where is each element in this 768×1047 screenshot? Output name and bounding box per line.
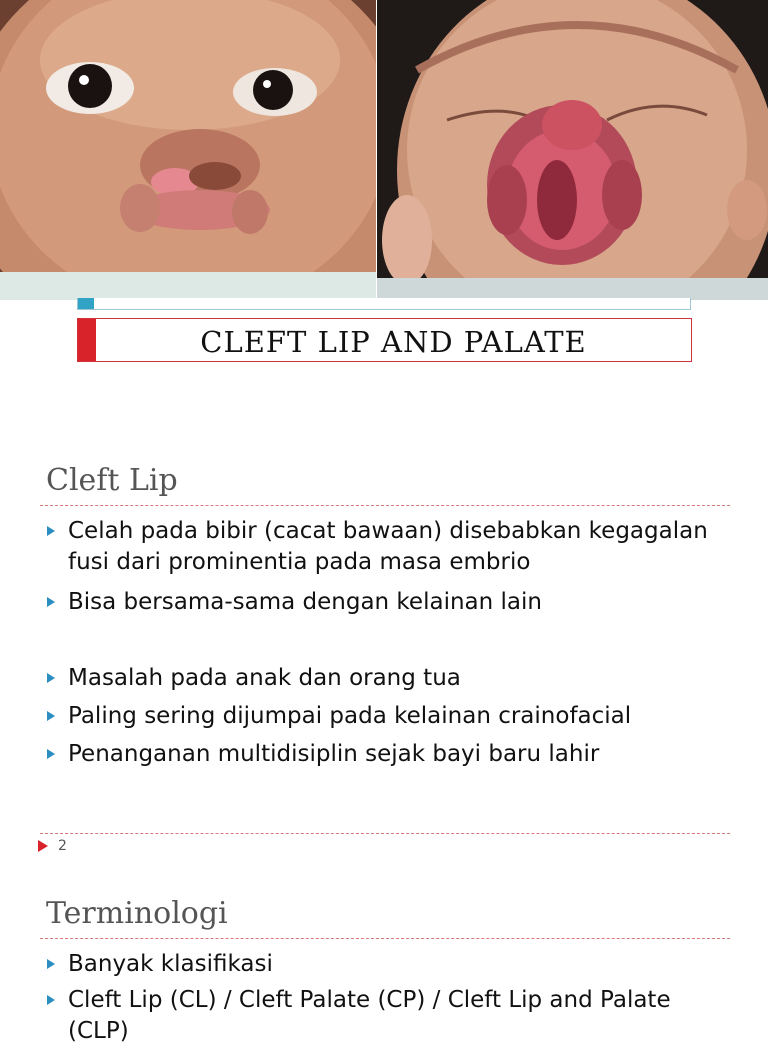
bullet-arrow-icon [47,526,55,536]
page-number: 2 [58,838,67,854]
page-marker-icon [38,840,48,852]
bullet-list-cleft-lip [45,516,735,770]
list-item: Masalah pada anak dan orang tua [45,663,735,694]
photo-cleft-lip-infant [0,0,376,300]
bullet-arrow-icon [47,673,55,683]
slide-title: CLEFT LIP AND PALATE [200,325,587,359]
bullet-arrow-icon [47,597,55,607]
bullet-arrow-icon [47,959,55,969]
list-item: Celah pada bibir (cacat bawaan) disebabkan kegagalan fusi dari prominentia pada masa embrio [45,516,735,578]
photo-cleft-palate-infant [377,0,768,300]
heading-divider [40,505,730,506]
heading-divider [40,938,730,939]
list-item: Penanganan multidisiplin sejak bayi baru lahir [45,739,735,770]
bullet-arrow-icon [47,749,55,759]
list-item: Cleft Lip (CL) / Cleft Palate (CP) / Cleft Lip and Palate (CLP) [45,985,735,1047]
bullet-list-terminologi [45,949,735,1047]
slide-title-box [77,318,692,362]
bullet-arrow-icon [47,711,55,721]
title-strip-top [77,298,691,310]
footer-divider [40,833,730,834]
bullet-arrow-icon [47,995,55,1005]
title-strip-accent [78,298,94,309]
section-heading-terminologi: Terminologi [46,896,228,931]
list-item: Bisa bersama-sama dengan kelainan lain [45,587,735,618]
title-accent-bar [78,319,96,361]
section-heading-cleft-lip: Cleft Lip [46,463,178,498]
list-item: Paling sering dijumpai pada kelainan crainofacial [45,701,735,732]
list-item: Banyak klasifikasi [45,949,735,980]
